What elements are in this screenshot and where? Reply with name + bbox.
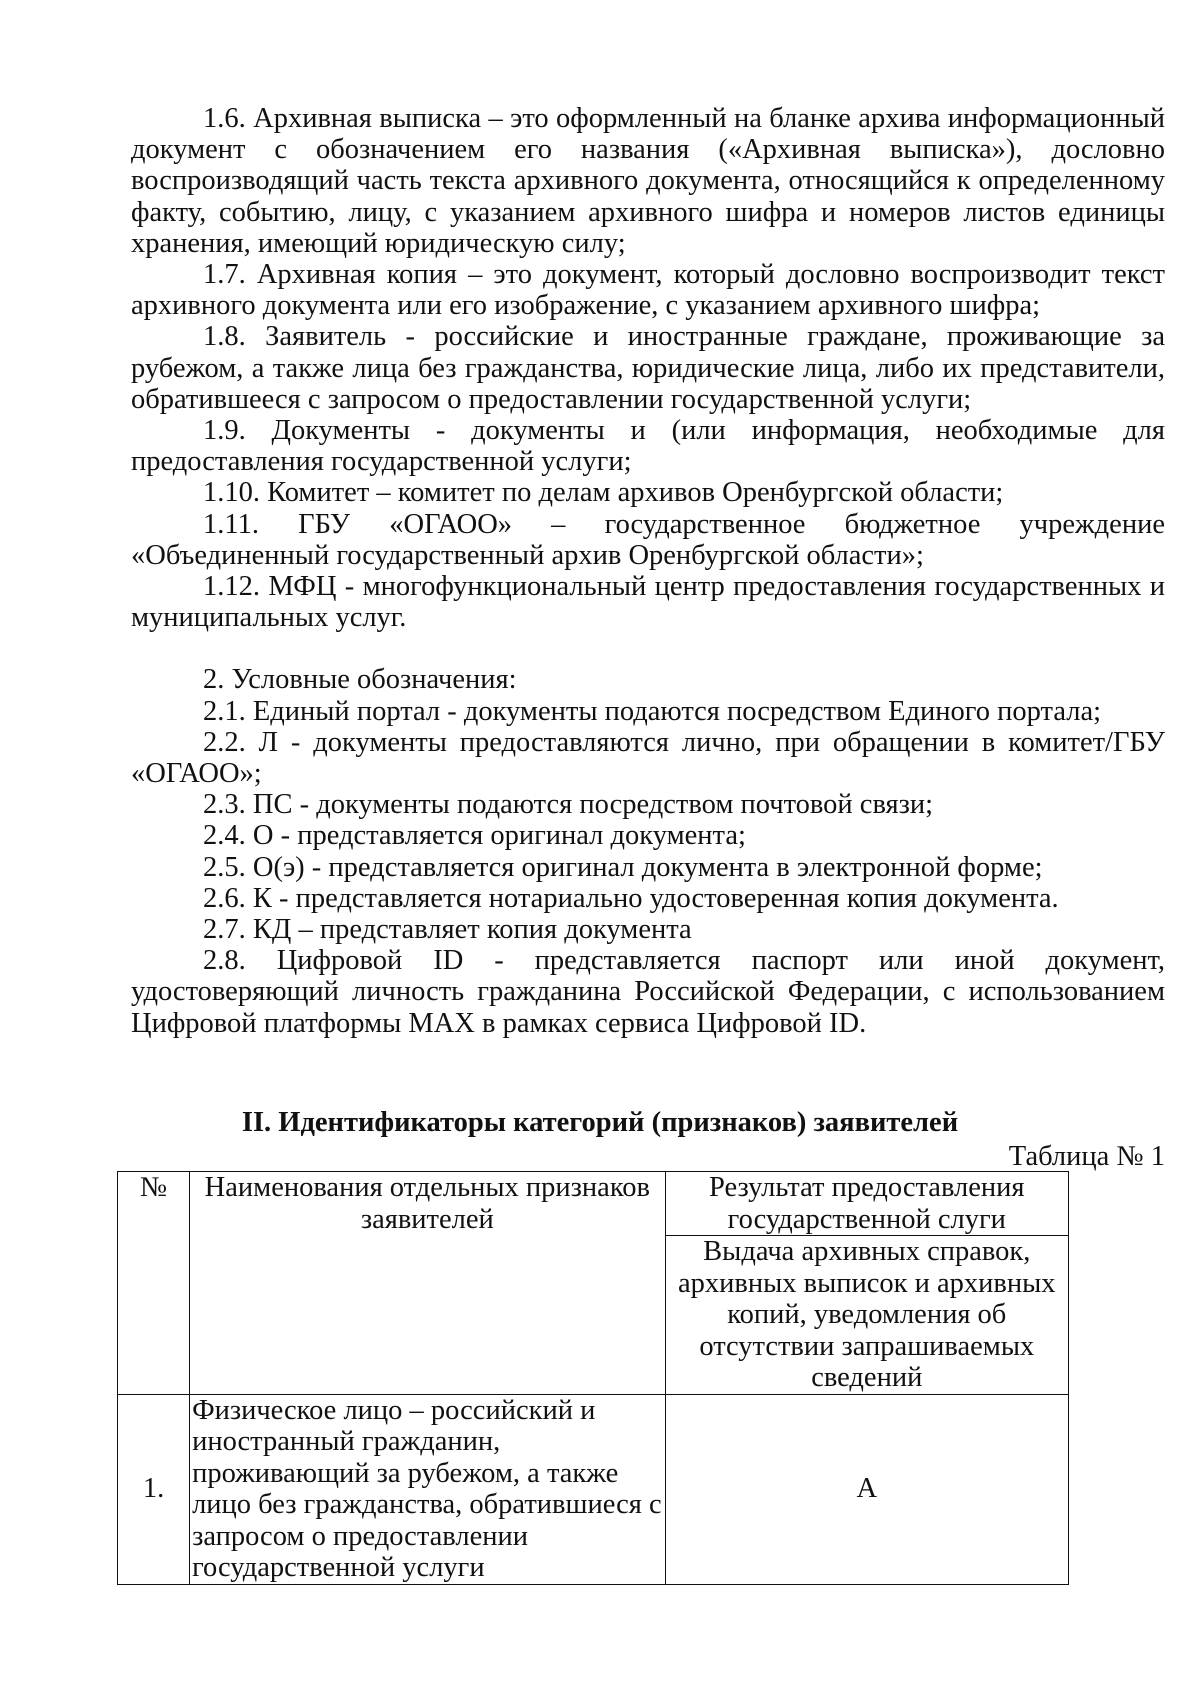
definition-1-8: 1.8. Заявитель - российские и иностранные граждане, проживающие за рубежом, а также лица без гражданства, юридические лица, либо их представители, обратившееся с запросом о предоставлении государственной услуги; (131, 321, 1165, 415)
table-row (118, 1394, 1069, 1584)
definition-1-10: 1.10. Комитет – комитет по делам архивов Оренбургской области; (203, 477, 1004, 509)
applicant-categories-table (117, 1171, 1069, 1585)
notations-title: 2. Условные обозначения: (203, 664, 517, 696)
notation-2-1: 2.1. Единый портал - документы подаются посредством Единого портала; (203, 695, 1102, 727)
row-result: А (665, 1394, 1068, 1584)
notation-2-8: 2.8. Цифровой ID - представляется паспорт или иной документ, удостоверяющий личность гражданина Российской Федерации, с использованием Цифровой платформы MAX в рамках сервиса Цифровой ID. (131, 945, 1165, 1039)
header-result: Результат предоставления государственной слуги (665, 1172, 1068, 1236)
definition-1-6: 1.6. Архивная выписка – это оформленный на бланке архива информационный документ с обозначением его названия («Архивная выписка»), дословно воспроизводящий часть текста архивного документа, относящийся к определенному факту, событию, лицу, с указанием архивного шифра и номеров листов единицы хранения, имеющий юридическую силу; (131, 103, 1165, 259)
notation-2-4: 2.4. О - представляется оригинал документа; (203, 820, 746, 852)
header-result-sub: Выдача архивных справок, архивных выписок и архивных копий, уведомления об отсутствии запрашиваемых сведений (665, 1236, 1068, 1395)
header-name: Наименования отдельных признаков заявителей (190, 1172, 666, 1395)
table-header-row (118, 1172, 1069, 1236)
notation-2-2: 2.2. Л - документы предоставляются лично, при обращении в комитет/ГБУ «ОГАОО»; (131, 726, 1165, 790)
table-caption: Таблица № 1 (1008, 1141, 1165, 1172)
definition-1-9: 1.9. Документы - документы и (или информация, необходимые для предоставления государственной услуги; (131, 415, 1165, 478)
notation-2-6: 2.6. К - представляется нотариально удостоверенная копия документа. (203, 882, 1059, 914)
row-number: 1. (118, 1394, 190, 1584)
paragraph-spacer (131, 633, 1165, 664)
definition-1-12: 1.12. МФЦ - многофункциональный центр предоставления государственных и муниципальных услуг. (131, 571, 1165, 634)
document-body (131, 103, 1165, 1039)
definition-1-11: 1.11. ГБУ «ОГАОО» – государственное бюджетное учреждение «Объединенный государственный архив Оренбургской области»; (131, 508, 1165, 571)
notation-2-5: 2.5. О(э) - представляется оригинал документа в электронной форме; (203, 851, 1043, 883)
notation-2-3: 2.3. ПС - документы подаются посредством почтовой связи; (203, 789, 934, 821)
row-name: Физическое лицо – российский и иностранный гражданин, проживающий за рубежом, а также лицо без гражданства, обратившиеся с запросом о предоставлении государственной услуги (190, 1394, 666, 1584)
definition-1-7: 1.7. Архивная копия – это документ, который дословно воспроизводит текст архивного документа или его изображение, с указанием архивного шифра; (131, 259, 1165, 322)
section-heading: II. Идентификаторы категорий (признаков) заявителей (241, 1107, 959, 1138)
header-number: № (118, 1172, 190, 1395)
notation-2-7: 2.7. КД – представляет копия документа (203, 914, 692, 946)
